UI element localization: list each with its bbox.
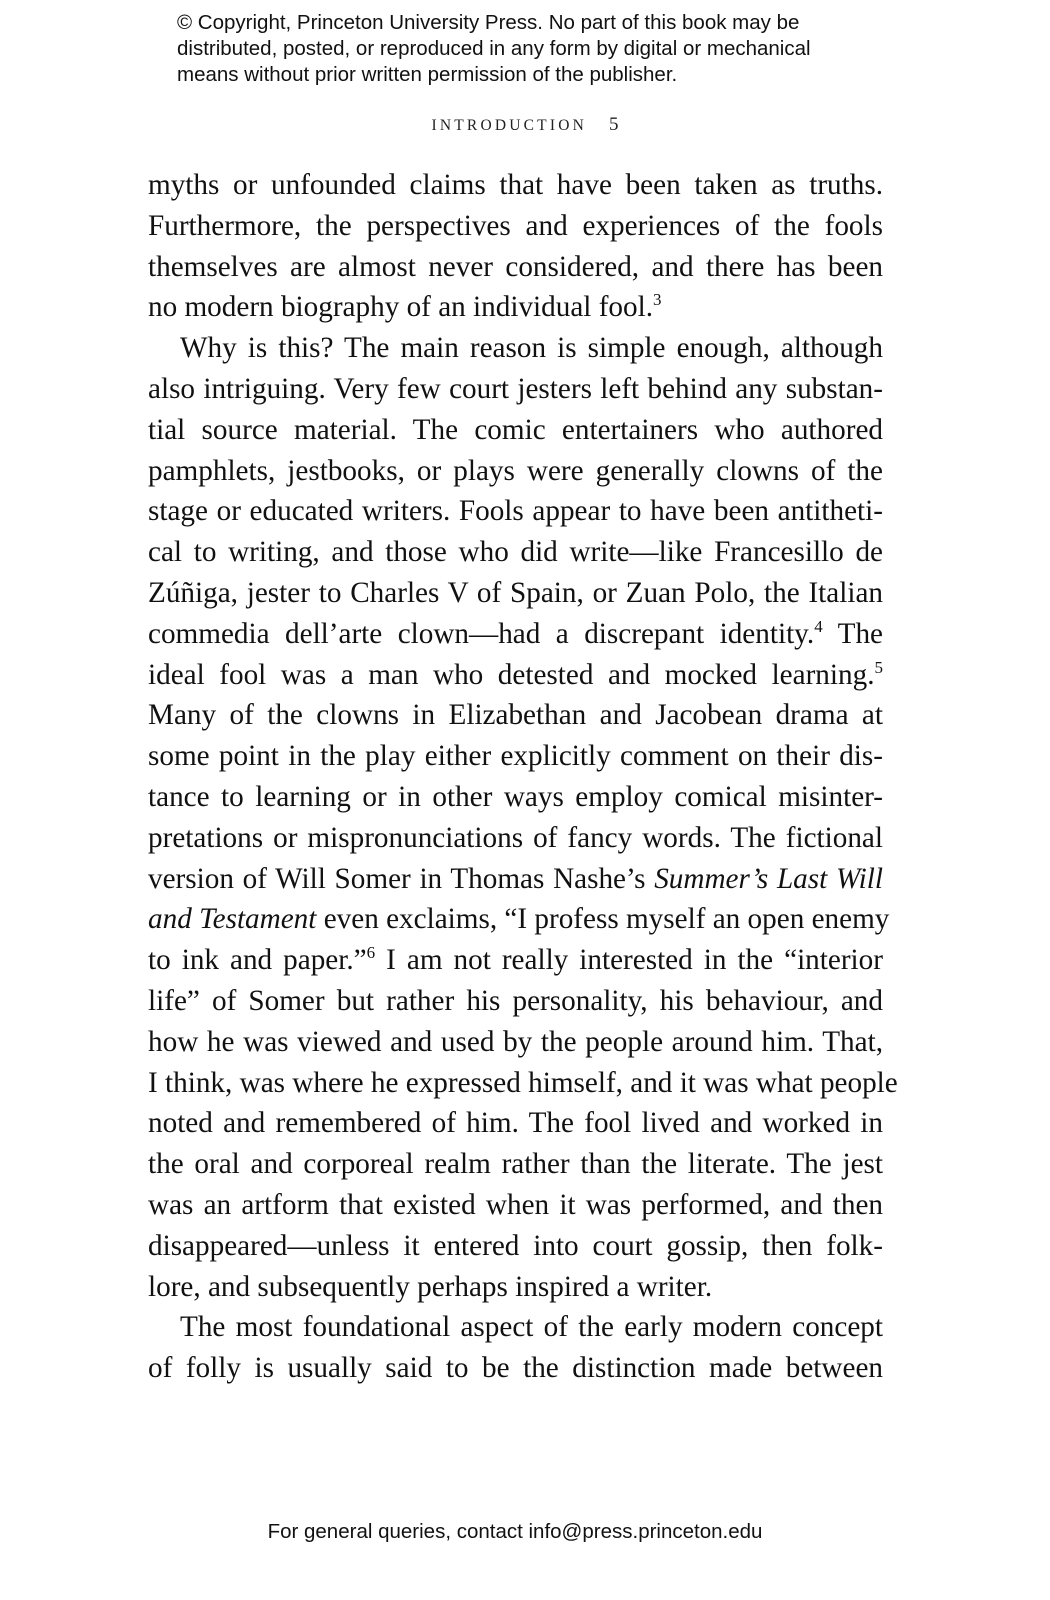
body-text — [148, 165, 898, 1389]
text-line: how he was viewed and used by the people around him. That, — [148, 1025, 883, 1058]
text-line: life” of Somer but rather his personality, his behaviour, and — [148, 984, 883, 1017]
text-line: to ink and paper.”$^6$ I am not really interested in the “interior — [148, 943, 883, 977]
copyright-line: © Copyright, Princeton University Press. No part of this book may be — [177, 11, 800, 34]
book-title: and Testament — [148, 903, 317, 936]
text-line: tance to learning or in other ways employ comical misinter- — [148, 780, 883, 813]
text-line: Furthermore, the perspectives and experiences of the fools — [148, 209, 883, 242]
text-line: Many of the clowns in Elizabethan and Jacobean drama at — [148, 699, 883, 732]
text-line: noted and remembered of him. The fool lived and worked in — [148, 1107, 883, 1140]
text-line: I think, was where he expressed himself, and it was what people — [148, 1066, 898, 1099]
text-line: lore, and subsequently perhaps inspired a writer. — [148, 1270, 713, 1303]
copyright-line: distributed, posted, or reproduced in any form by digital or mechanical — [177, 37, 811, 60]
text-line: no modern biography of an individual fool.$^3$ — [148, 290, 662, 324]
text-line: Zúñiga, jester to Charles V of Spain, or Zuan Polo, the Italian — [148, 576, 883, 609]
text-line: Why is this? The main reason is simple enough, although — [180, 332, 883, 365]
footnote-marker: 6 — [366, 943, 376, 963]
text-line: was an artform that existed when it was performed, and then — [148, 1188, 883, 1221]
text-line: pretations or mispronunciations of fancy words. The fictional — [148, 821, 883, 854]
footer-contact: For general queries, contact info@press.princeton.edu — [267, 1520, 763, 1543]
text-line: themselves are almost never considered, and there has been — [148, 250, 883, 283]
text-line: also intriguing. Very few court jesters left behind any substan- — [148, 372, 883, 405]
text-line: tial source material. The comic entertainers who authored — [148, 413, 883, 446]
text-line: disappeared—unless it entered into court gossip, then folk- — [148, 1229, 883, 1262]
copyright-line: means without prior written permission of the publisher. — [177, 63, 678, 86]
text-line: version of Will Somer in Thomas Nashe’s Summer’s Last Will — [148, 862, 883, 895]
book-title: Summer’s Last Will — [654, 862, 883, 895]
text-line: the oral and corporeal realm rather than the literate. The jest — [148, 1148, 883, 1181]
text-line: ideal fool was a man who detested and mocked learning.$^5$ — [148, 657, 883, 691]
copyright-notice — [177, 10, 937, 88]
footnote-marker: 3 — [653, 290, 662, 310]
text-line: The most foundational aspect of the early modern concept — [180, 1311, 883, 1344]
text-line: myths or unfounded claims that have been taken as truths. — [148, 169, 883, 201]
text-line: commedia dell’arte clown—had a discrepant identity.$^4$ The — [148, 616, 883, 650]
page-number: 5 — [609, 114, 619, 135]
text-line: some point in the play either explicitly comment on their dis- — [148, 740, 883, 773]
text-line: of folly is usually said to be the distinction made between — [148, 1352, 883, 1385]
text-line: and Testament even exclaims, “I profess myself an open enemy — [148, 903, 890, 936]
text-line: stage or educated writers. Fools appear to have been antitheti- — [148, 495, 883, 528]
running-head — [0, 114, 1050, 136]
text-line: cal to writing, and those who did write—like Francesillo de — [148, 536, 883, 569]
text-line: pamphlets, jestbooks, or plays were generally clowns of the — [148, 454, 883, 487]
running-head-title: INTRODUCTION — [431, 117, 587, 134]
footnote-marker: 5 — [874, 657, 883, 677]
footnote-marker: 4 — [814, 616, 823, 636]
